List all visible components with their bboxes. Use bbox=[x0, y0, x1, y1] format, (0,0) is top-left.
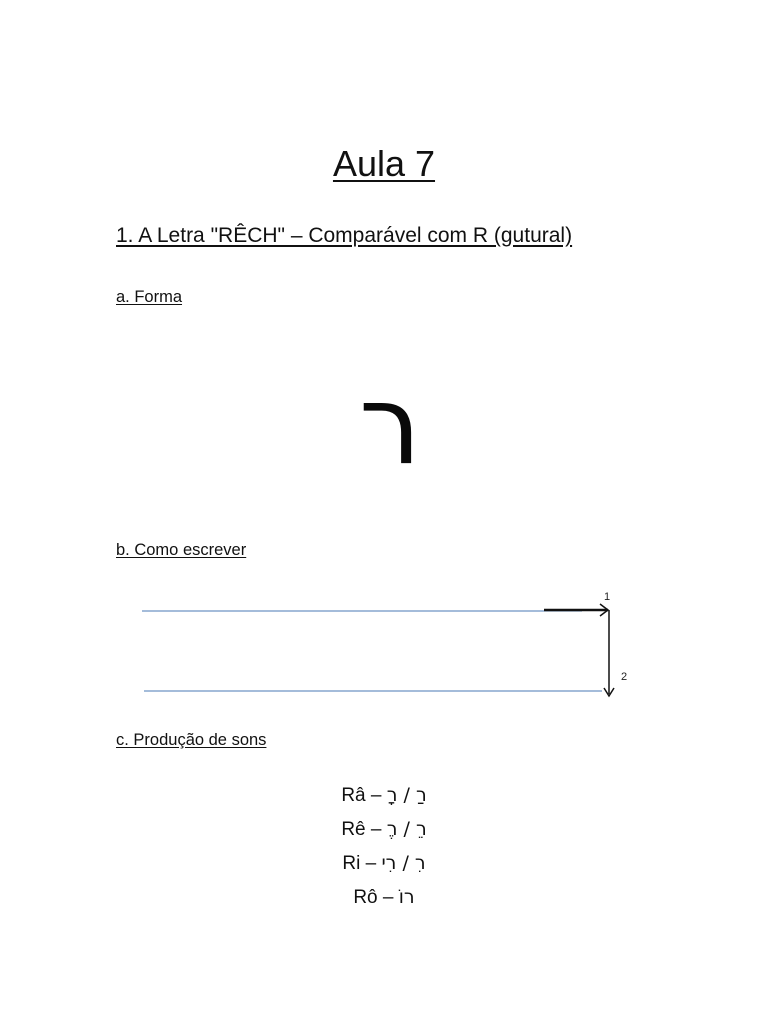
sound-hebrew: רִ / רִי bbox=[381, 852, 426, 874]
sound-latin: Râ bbox=[341, 785, 366, 806]
sound-hebrew: רוֹ bbox=[398, 886, 415, 908]
stroke-label-2: 2 bbox=[621, 671, 628, 683]
sound-hebrew: רֵ / רֶ bbox=[386, 818, 427, 840]
subheading-como-escrever: b. Como escrever bbox=[116, 541, 247, 559]
sound-latin: Ri bbox=[342, 853, 361, 874]
sound-row-ro bbox=[0, 884, 768, 911]
subheading-producao-sons: c. Produção de sons bbox=[116, 731, 267, 749]
sound-separator: – bbox=[365, 785, 387, 806]
sound-separator: – bbox=[360, 853, 382, 874]
hebrew-letter-resh: ר bbox=[358, 361, 422, 489]
section-heading: 1. A Letra "RÊCH" – Comparável com R (gutural) bbox=[116, 224, 573, 247]
sound-hebrew: רַ / רָ bbox=[386, 784, 427, 806]
stroke-label-1: 1 bbox=[604, 591, 611, 603]
sound-row-re bbox=[0, 816, 768, 843]
subheading-forma: a. Forma bbox=[116, 288, 183, 306]
sound-latin: Rê bbox=[341, 819, 366, 840]
sound-latin: Rô bbox=[353, 887, 378, 908]
sound-separator: – bbox=[377, 887, 399, 908]
stroke-order-diagram bbox=[130, 580, 650, 710]
sound-row-ri bbox=[0, 850, 768, 877]
sound-row-ra bbox=[0, 782, 768, 809]
sound-separator: – bbox=[365, 819, 387, 840]
page-title: Aula 7 bbox=[332, 143, 436, 184]
